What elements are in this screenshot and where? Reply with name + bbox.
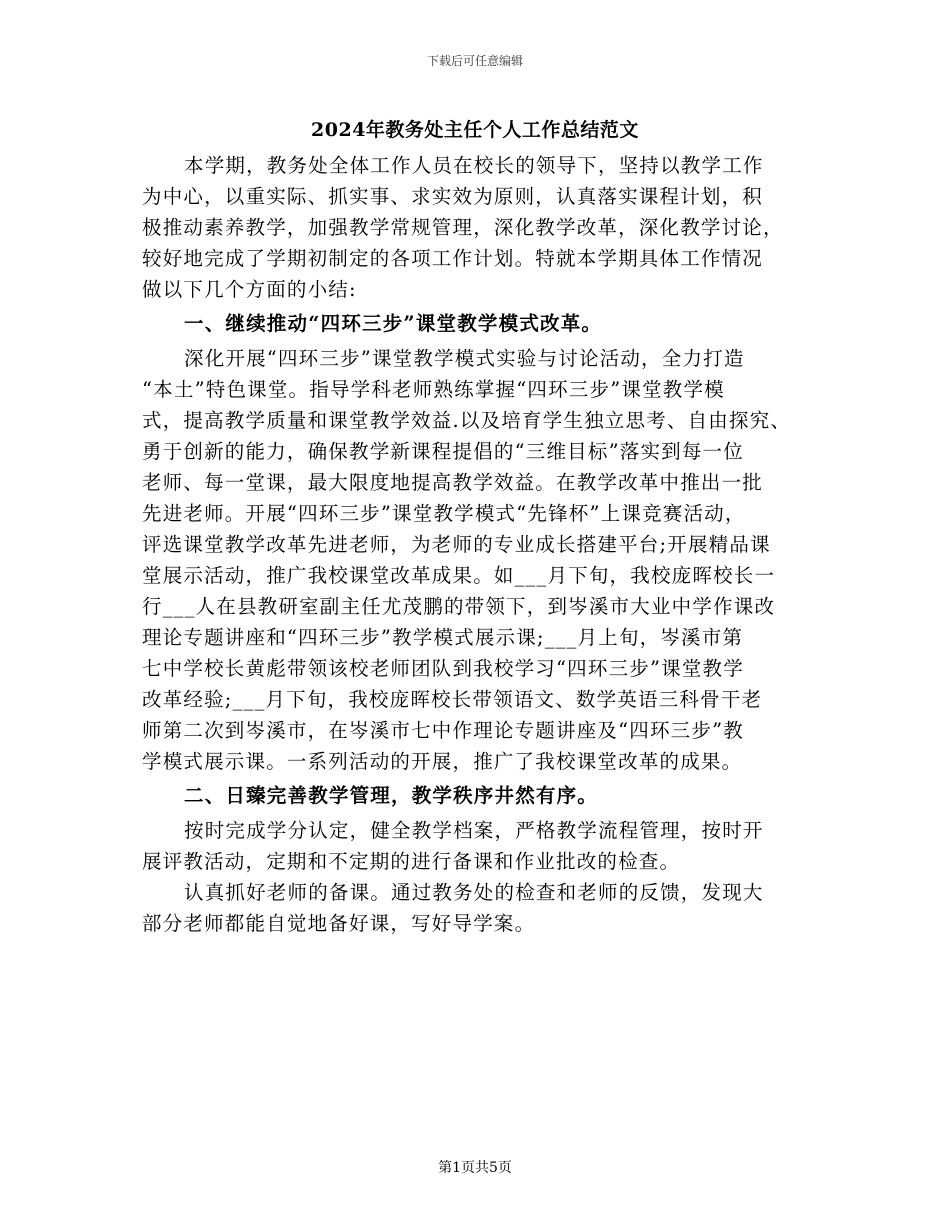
paragraph-line: 认真抓好老师的备课。通过教务处的检查和老师的反馈，发现大 xyxy=(184,881,764,904)
paragraph-line: 理论专题讲座和“四环三步”教学模式展示课;___月上旬，岑溪市第 xyxy=(142,626,744,649)
paragraph-line: 老师、每一堂课，最大限度地提高教学效益。在教学改革中推出一批 xyxy=(142,471,764,494)
paragraph-line: 较好地完成了学期初制定的各项工作计划。特就本学期具体工作情况 xyxy=(142,247,764,270)
paragraph-line: 改革经验;___月下旬，我校庞晖校长带领语文、数学英语三科骨干老 xyxy=(142,688,763,711)
paragraph-line: “本土”特色课堂。指导学科老师熟练掌握“四环三步”课堂教学模 xyxy=(142,378,725,401)
paragraph-line: 七中学校长黄彪带领该校老师团队到我校学习“四环三步”课堂教学 xyxy=(142,657,744,680)
paragraph-line: 先进老师。开展“四环三步”课堂教学模式“先锋杯”上课竞赛活动， xyxy=(142,502,746,525)
section-heading: 二、日臻完善教学管理，教学秩序井然有序。 xyxy=(184,784,599,807)
document-title: 2024年教务处主任个人工作总结范文 xyxy=(311,119,639,141)
paragraph-line: 为中心，以重实际、抓实事、求实效为原则，认真落实课程计划，积 xyxy=(142,185,764,208)
paragraph-line: 做以下几个方面的小结: xyxy=(142,278,357,301)
paragraph-line: 展评教活动，定期和不定期的进行备课和作业批改的检查。 xyxy=(142,850,681,873)
paragraph-line: 本学期，教务处全体工作人员在校长的领导下，坚持以教学工作 xyxy=(184,154,764,177)
document-body xyxy=(142,150,810,939)
section-heading: 一、继续推动“四环三步”课堂教学模式改革。 xyxy=(184,312,603,335)
paragraph-line: 深化开展“四环三步”课堂教学模式实验与讨论活动，全力打造 xyxy=(184,347,745,370)
header-note: 下载后可任意编辑 xyxy=(426,54,523,68)
paragraph-line: 评选课堂教学改革先进老师，为老师的专业成长搭建平台;开展精品课 xyxy=(142,533,771,556)
paragraph-line: 行___人在县教研室副主任尤茂鹏的带领下，到岑溪市大业中学作课改 xyxy=(142,595,776,618)
paragraph-line: 学模式展示课。一系列活动的开展，推广了我校课堂改革的成果。 xyxy=(142,750,743,773)
paragraph-line: 式，提高教学质量和课堂教学效益.以及培育学生独立思考、自由探究、 xyxy=(142,409,792,432)
paragraph-line: 部分老师都能自觉地备好课，写好导学案。 xyxy=(142,912,536,935)
paragraph-line: 勇于创新的能力，确保教学新课程提倡的“三维目标”落实到每一位 xyxy=(142,440,744,463)
paragraph-line: 极推动素养教学，加强教学常规管理，深化教学改革，深化教学讨论， xyxy=(142,216,784,239)
paragraph-line: 师第二次到岑溪市，在岑溪市七中作理论专题讲座及“四环三步”教 xyxy=(142,719,744,742)
page-footer: 第1页共5页 xyxy=(438,1160,512,1176)
paragraph-line: 按时完成学分认定，健全教学档案，严格教学流程管理，按时开 xyxy=(184,819,764,842)
paragraph-line: 堂展示活动，推广我校课堂改革成果。如___月下旬，我校庞晖校长一 xyxy=(142,564,776,587)
